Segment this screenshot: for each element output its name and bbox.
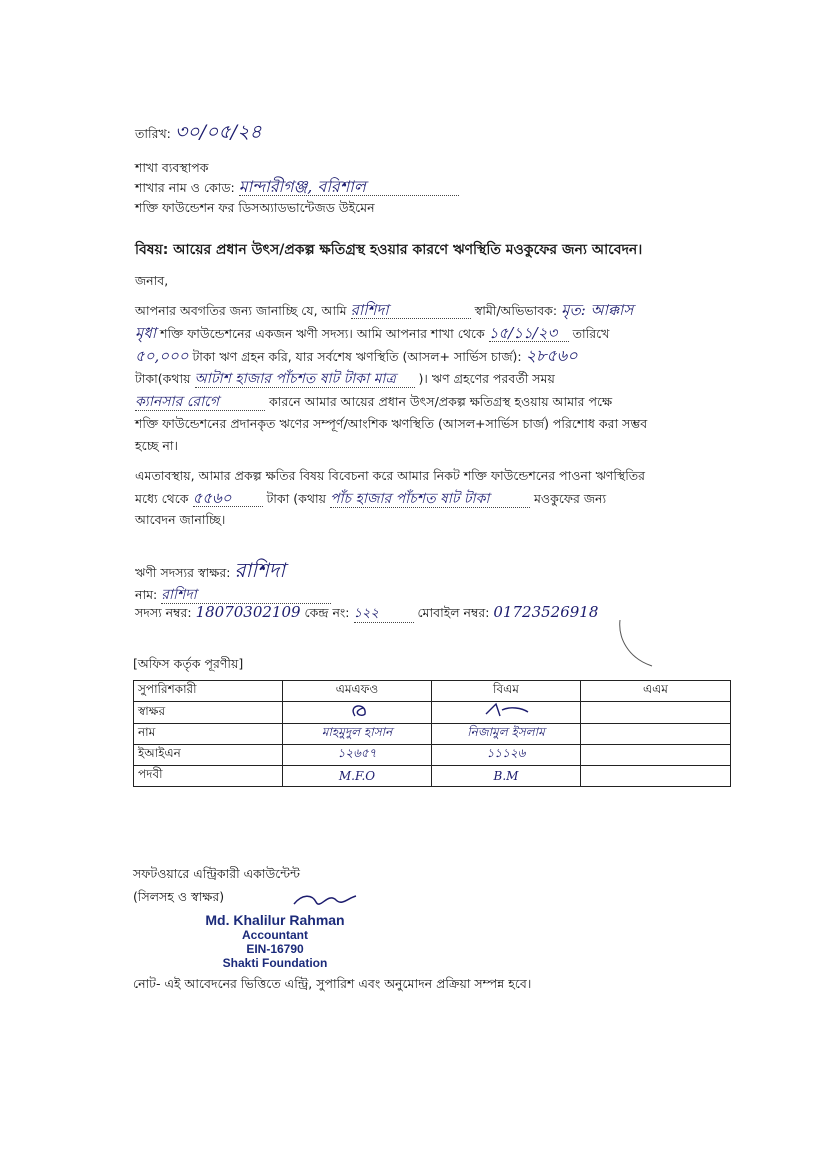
body1-line2 [135,325,609,342]
body1-line4 [135,371,555,388]
waiver-amount-hw: ৫৫৬০ [193,490,263,507]
waiver-words-hw: পাঁচ হাজার পাঁচশত ষাট টাকা [330,491,530,508]
salutation: জনাব, [135,273,169,288]
reason-hw: ক্যানসার রোগে [135,394,265,411]
header-cell: বিএম [432,681,581,702]
loan-date-hw: ১৫/১১/২৩ [489,325,569,342]
footer-note: নোট- এই আবেদনের ভিত্তিতে এন্ট্রি, সুপারিশ এবং অনুমোদন প্রক্রিয়া সম্পন্ন হবে। [133,976,532,991]
office-caption: [অফিস কর্তৃক পূরণীয়] [133,656,244,671]
accountant-title: সফটওয়ারে এন্ট্রিকারী একাউন্টেন্ট [133,866,300,881]
text: তারিখে [572,326,610,341]
header-cell: এএম [581,681,731,702]
signature-label: ঋণী সদস্যর স্বাক্ষর: [135,565,231,580]
table-row [134,724,731,745]
accountant-stamp [195,912,355,970]
branch-value: মান্দারীগঞ্জ, বরিশাল [239,179,459,196]
stamp-name: Md. Khalilur Rahman [205,912,345,928]
stamp-org: Shakti Foundation [222,956,328,970]
mfo-ein: ১২৬৫৭ [283,745,432,766]
member-id-row [135,604,598,623]
date-value: ৩০/০৫/২৪ [174,121,262,143]
recipient-title: শাখা ব্যবস্থাপক [135,160,209,175]
guardian-hw: মৃত: আক্কাস [561,301,634,319]
member-signature-row [135,558,286,582]
bm-signature [432,702,581,724]
date-row [135,121,262,143]
body1-line1 [135,302,633,319]
mfo-designation: M.F.O [283,766,432,787]
body1-line6: শক্তি ফাউন্ডেশনের প্রদানকৃত ঋণের সম্পূর্ণ/আংশিক ঋণস্থিতি (আসল+সার্ভিস চার্জ) পরিশোধ করা সম্ভব [135,416,648,431]
stamp-designation: Accountant [242,928,308,942]
bm-ein: ১১১২৬ [432,745,581,766]
member-name-row [135,587,331,604]
header-cell: সুপারিশকারী [134,681,283,702]
am-name [581,724,731,745]
signature-mark [466,702,546,720]
body2-line3: আবেদন জানাচ্ছি। [135,512,226,527]
mfo-signature [283,702,432,724]
text: স্বামী/অভিভাবক: [474,303,558,318]
table-header-row [134,681,731,702]
text: শক্তি ফাউন্ডেশনের একজন ঋণী সদস্য। আমি আপনার শাখা থেকে [160,326,485,341]
pen-stroke [610,618,660,670]
balance-words-hw: আটাশ হাজার পাঁচশত ষাট টাকা মাত্র [195,371,415,388]
text: )। ঋণ গ্রহণের পরবর্তী সময় [418,371,555,386]
row-label: নাম [134,724,283,745]
guardian-cont-hw: মৃধা [135,324,157,342]
branch-label: শাখার নাম ও কোড: [135,180,235,195]
am-signature [581,702,731,724]
header-cell: এমএফও [283,681,432,702]
row-label: স্বাক্ষর [134,702,283,724]
text: টাকা(কথায় [135,371,191,386]
text: টাকা ঋণ গ্রহন করি, যার সর্বশেষ ঋণস্থিতি (আসল+ সার্ভিস চার্জ): [192,349,522,364]
branch-row [135,179,459,196]
balance-hw: ২৮৫৬০ [525,346,578,365]
mobile-label: মোবাইল নম্বর: [417,605,490,620]
subject-line: বিষয়: আয়ের প্রধান উৎস/প্রকল্প ক্ষতিগ্রস্থ হওয়ার কারণে ঋণস্থিতি মওকুফের জন্য আবেদন। [135,242,643,258]
mfo-name: মাহমুদুল হাসান [283,724,432,745]
body1-line5 [135,394,612,411]
text: টাকা (কথায় [266,491,326,506]
body1-line7: হচ্ছে না। [135,438,178,453]
text: আপনার অবগতির জন্য জানাচ্ছি যে, আমি [135,303,347,318]
bm-designation: B.M [432,766,581,787]
bm-name: নিজামুল ইসলাম [432,724,581,745]
organization-name: শক্তি ফাউন্ডেশন ফর ডিসঅ্যাডভান্টেজড উইমেন [135,200,375,215]
body2-line2 [135,490,606,508]
loan-amount-hw: ৫০,০০০ [135,347,189,365]
text: কারনে আমার আয়ের প্রধান উৎস/প্রকল্প ক্ষতিগ্রস্থ হওয়ায় আমার পক্ষে [268,394,613,409]
member-name-value: রাশিদা [161,587,331,604]
center-label: কেন্দ্র নং: [304,605,350,620]
accountant-seal-note: (সিলসহ ও স্বাক্ষর) [133,889,225,904]
table-row [134,702,731,724]
row-label: ইআইএন [134,745,283,766]
member-signature-hw: রাশিদা [234,558,286,582]
table-row [134,766,731,787]
date-label: তারিখ: [135,126,171,141]
office-table [133,680,731,787]
row-label: পদবী [134,766,283,787]
center-value: ১২২ [354,606,414,623]
body2-line1: এমতাবস্থায়, আমার প্রকল্প ক্ষতির বিষয় বিবেচনা করে আমার নিকট শক্তি ফাউন্ডেশনের পাওনা ঋণস্থিতির [135,468,646,483]
name-label: নাম: [135,587,158,602]
member-id-value: 18070302109 [195,603,301,621]
mobile-value: 01723526918 [493,603,599,621]
member-name-hw: রাশিদা [351,302,471,319]
am-designation [581,766,731,787]
signature-mark [327,702,387,720]
text: মধ্যে থেকে [135,491,189,506]
table-row [134,745,731,766]
id-label: সদস্য নম্বর: [135,605,192,620]
am-ein [581,745,731,766]
stamp-ein: EIN-16790 [246,942,304,956]
body1-line3 [135,348,578,365]
text: মওকুফের জন্য [533,491,607,506]
